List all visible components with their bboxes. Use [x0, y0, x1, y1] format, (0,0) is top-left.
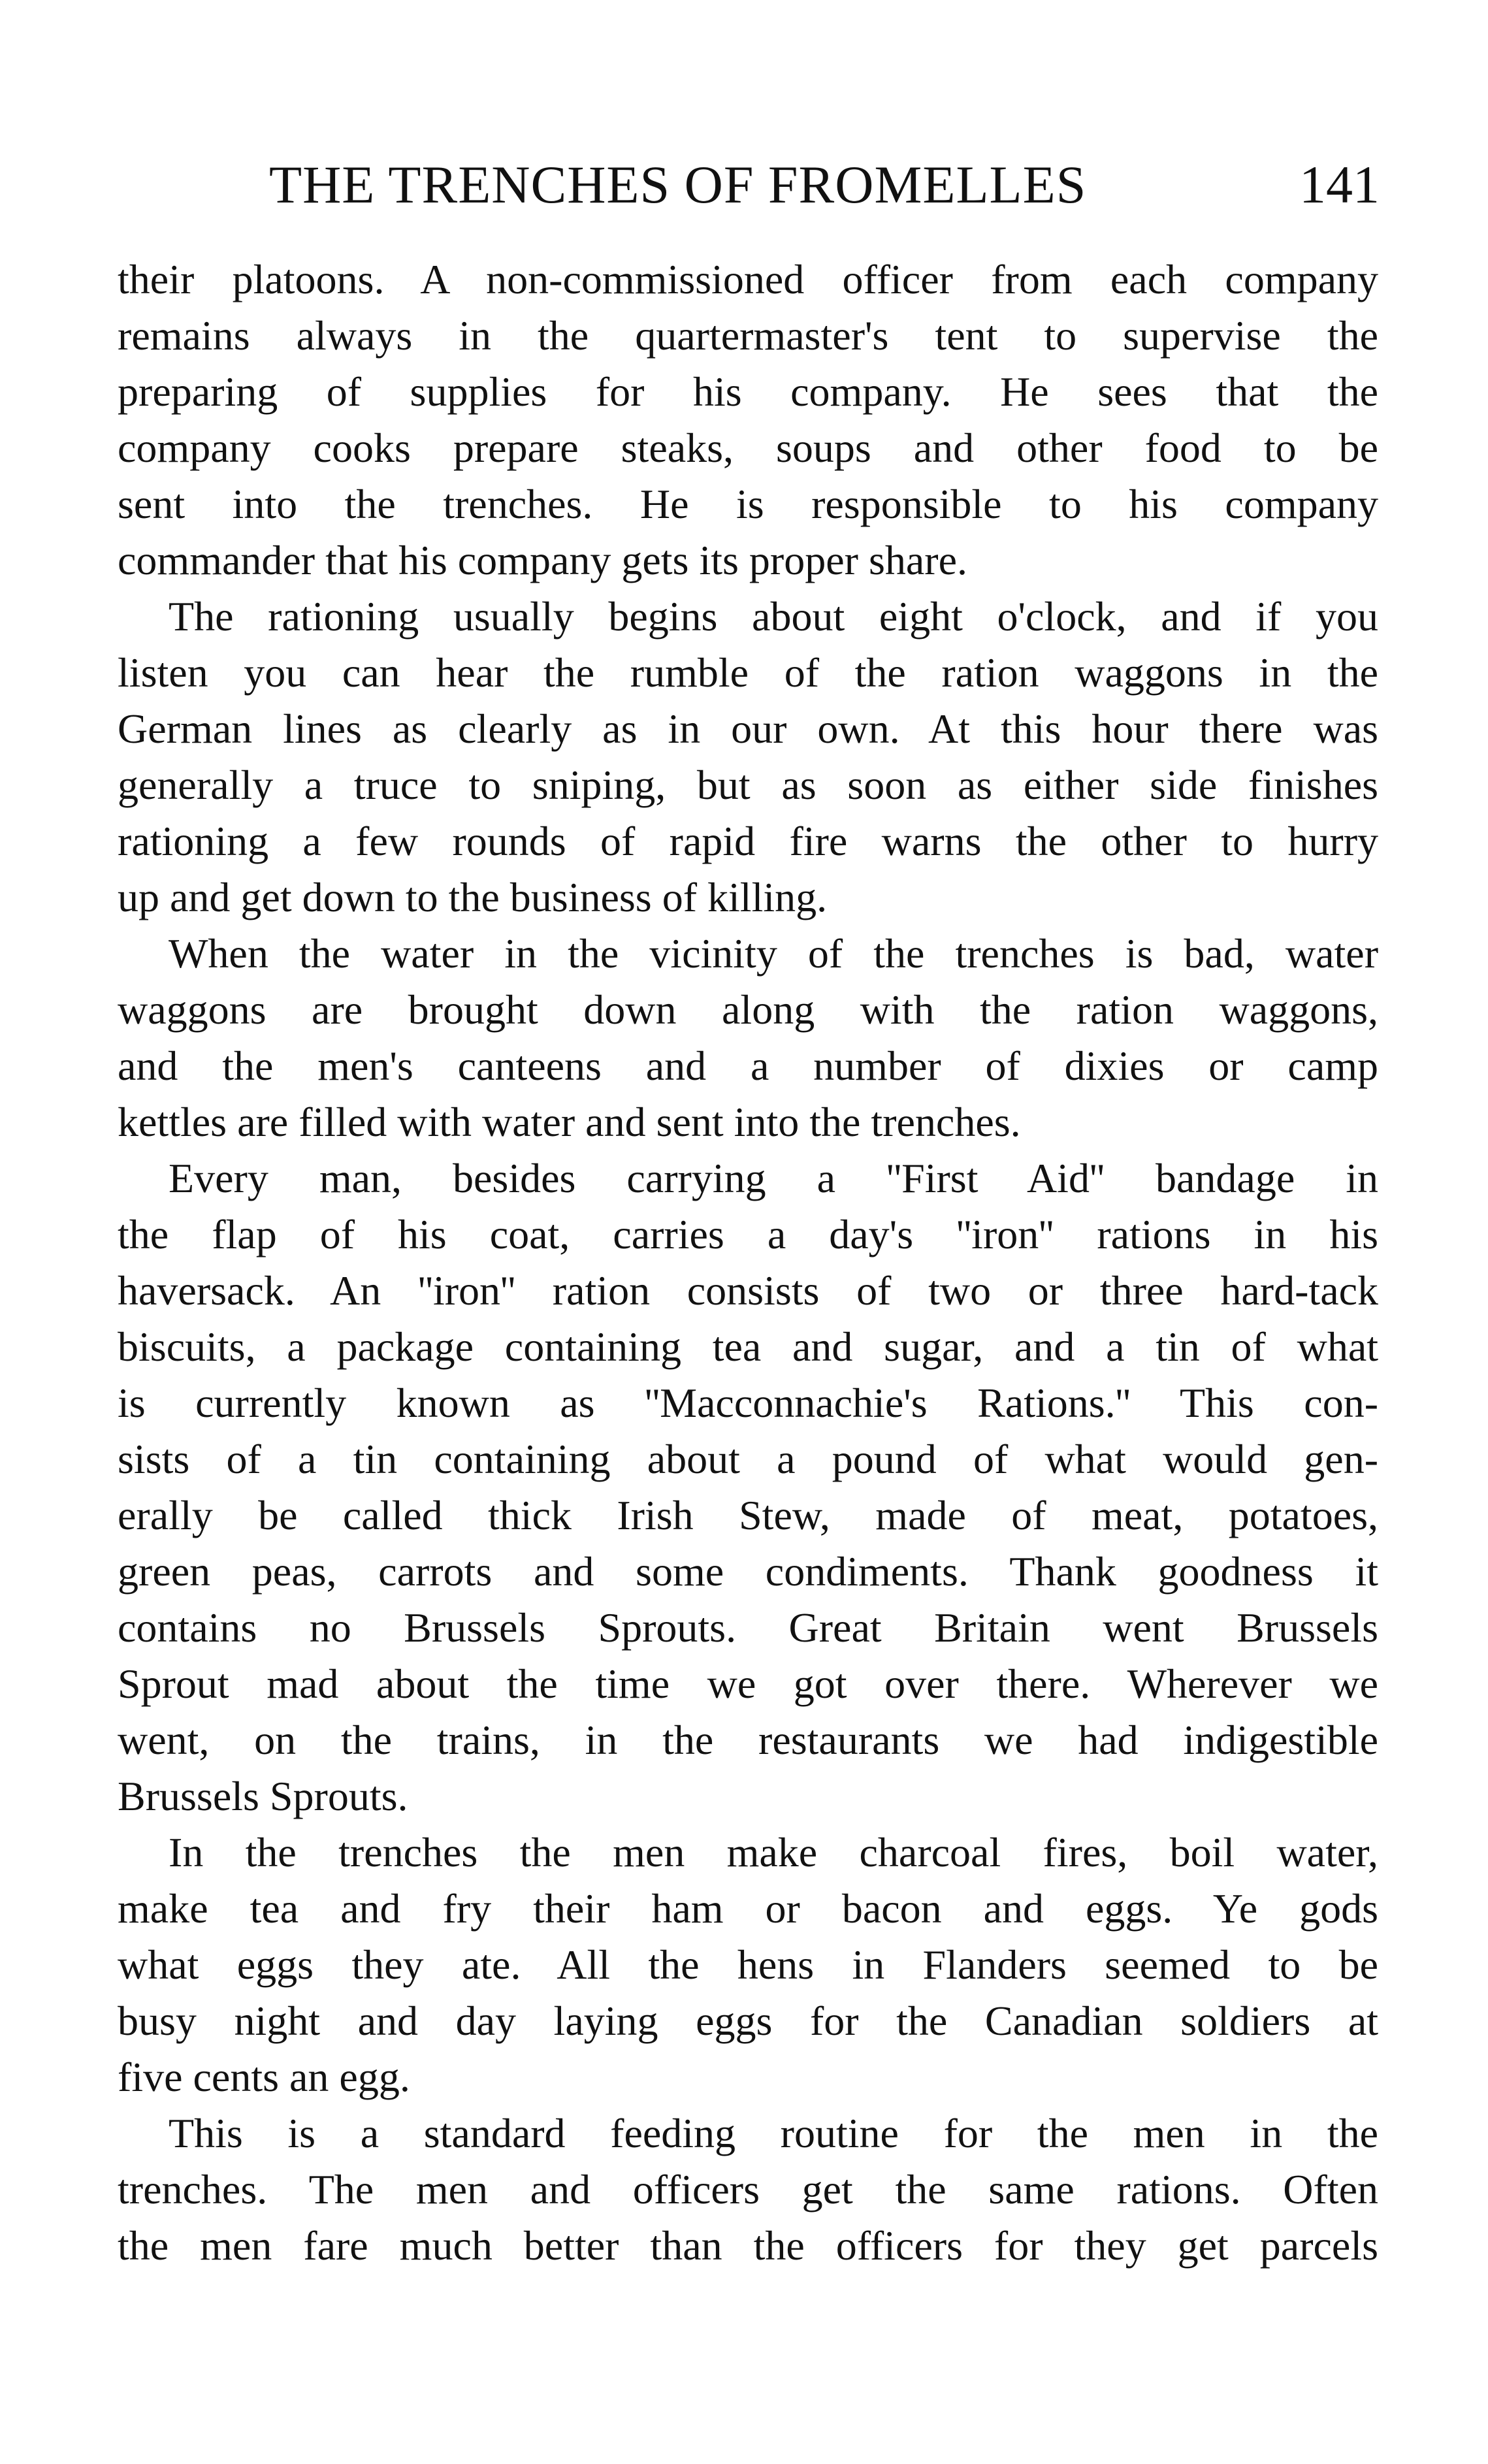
text-line: Every man, besides carrying a ''First Aid'' bandage in: [169, 1155, 1378, 1201]
text-line: kettles are filled with water and sent into the trenches.: [118, 1099, 1021, 1145]
text-line: contains no Brussels Sprouts. Great Britain went Brussels: [118, 1604, 1378, 1651]
text-line: five cents an egg.: [118, 2054, 410, 2100]
paragraph: [118, 589, 1378, 926]
text-line: trenches. The men and officers get the same rations. Often: [118, 2166, 1378, 2213]
text-line: busy night and day laying eggs for the Canadian soldiers at: [118, 1998, 1378, 2044]
text-line: green peas, carrots and some condiments. Thank goodness it: [118, 1548, 1378, 1595]
text-line: the flap of his coat, carries a day's ''iron'' rations in his: [118, 1211, 1378, 1257]
page-number: 141: [1299, 155, 1380, 214]
text-line: German lines as clearly as in our own. At this hour there was: [118, 705, 1378, 752]
text-line: commander that his company gets its proper share.: [118, 537, 967, 583]
text-line: waggons are brought down along with the ration waggons,: [118, 986, 1378, 1033]
text-line: and the men's canteens and a number of dixies or camp: [118, 1043, 1378, 1089]
text-line: rationing a few rounds of rapid fire warns the other to hurry: [118, 818, 1378, 864]
text-line: The rationing usually begins about eight o'clock, and if you: [169, 593, 1378, 640]
text-line: remains always in the quartermaster's tent to supervise the: [118, 312, 1378, 359]
text-line: Brussels Sprouts.: [118, 1773, 408, 1819]
running-title: THE TRENCHES OF FROMELLES: [269, 155, 1087, 214]
text-line: preparing of supplies for his company. He sees that the: [118, 368, 1378, 415]
body-text: [118, 251, 1378, 2274]
paragraph: [118, 926, 1378, 1150]
text-line: went, on the trains, in the restaurants we had indigestible: [118, 1717, 1378, 1763]
text-line: generally a truce to sniping, but as soon as either side finishes: [118, 762, 1378, 808]
text-line: This is a standard feeding routine for the men in the: [169, 2110, 1378, 2156]
text-line: sent into the trenches. He is responsible to his company: [118, 481, 1378, 527]
text-line: company cooks prepare steaks, soups and other food to be: [118, 425, 1378, 471]
text-line: In the trenches the men make charcoal fires, boil water,: [169, 1829, 1378, 1875]
page-header: [269, 149, 1380, 221]
text-line: Sprout mad about the time we got over there. Wherever we: [118, 1661, 1378, 1707]
text-line: listen you can hear the rumble of the ration waggons in the: [118, 649, 1378, 696]
paragraph: [118, 1150, 1378, 1824]
paragraph: [118, 1824, 1378, 2105]
text-line: biscuits, a package containing tea and sugar, and a tin of what: [118, 1323, 1378, 1370]
paragraph: [118, 2105, 1378, 2274]
text-line: sists of a tin containing about a pound of what would gen-: [118, 1436, 1378, 1482]
text-line: the men fare much better than the officers for they get parcels: [118, 2222, 1378, 2269]
text-line: up and get down to the business of killing.: [118, 874, 828, 920]
text-line: When the water in the vicinity of the trenches is bad, water: [169, 930, 1378, 977]
text-line: their platoons. A non-commissioned officer from each company: [118, 256, 1378, 302]
text-line: haversack. An ''iron'' ration consists of two or three hard-tack: [118, 1267, 1378, 1314]
text-line: what eggs they ate. All the hens in Flanders seemed to be: [118, 1941, 1378, 1988]
paragraph: [118, 251, 1378, 589]
text-line: make tea and fry their ham or bacon and eggs. Ye gods: [118, 1885, 1378, 1932]
text-line: erally be called thick Irish Stew, made of meat, potatoes,: [118, 1492, 1378, 1538]
text-line: is currently known as ''Macconnachie's Rations.'' This con-: [118, 1380, 1378, 1426]
